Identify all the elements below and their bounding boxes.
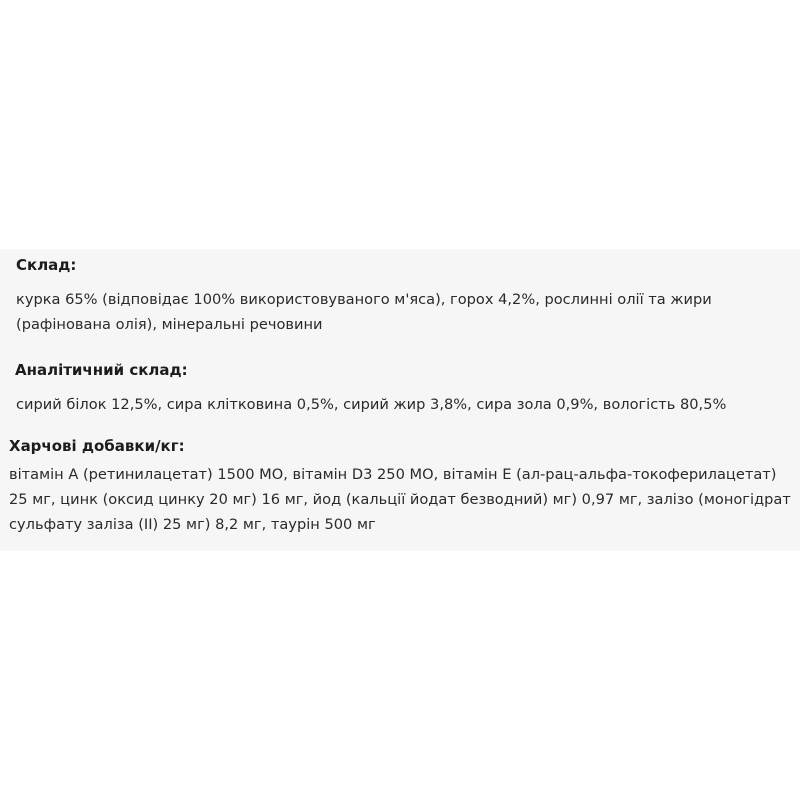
composition-text: курка 65% (відповідає 100% використовуваного м'яса), горох 4,2%, рослинні олії та жири (рафінована олія), мінеральні речовини — [16, 291, 712, 333]
analytical-composition-heading: Аналітичний склад: — [15, 361, 188, 379]
additives-text: вітамін A (ретинилацетат) 1500 МО, вітамін D3 250 МО, вітамін E (ал-рац-альфа-токоферилацетат) 25 мг, цинк (оксид цинку 20 мг) 16 мг, йод (кальції йодат безводний) мг) 0,97 мг, залізо (моногідрат сульфату заліза (II) 25 мг) 8,2 мг, таурін 500 мг — [9, 466, 791, 533]
analytical-composition-text: сирий білок 12,5%, сира клітковина 0,5%, сирий жир 3,8%, сира зола 0,9%, вологість 80,5% — [16, 396, 727, 413]
composition-heading: Склад: — [16, 256, 77, 274]
additives-heading: Харчові добавки/кг: — [9, 437, 185, 455]
